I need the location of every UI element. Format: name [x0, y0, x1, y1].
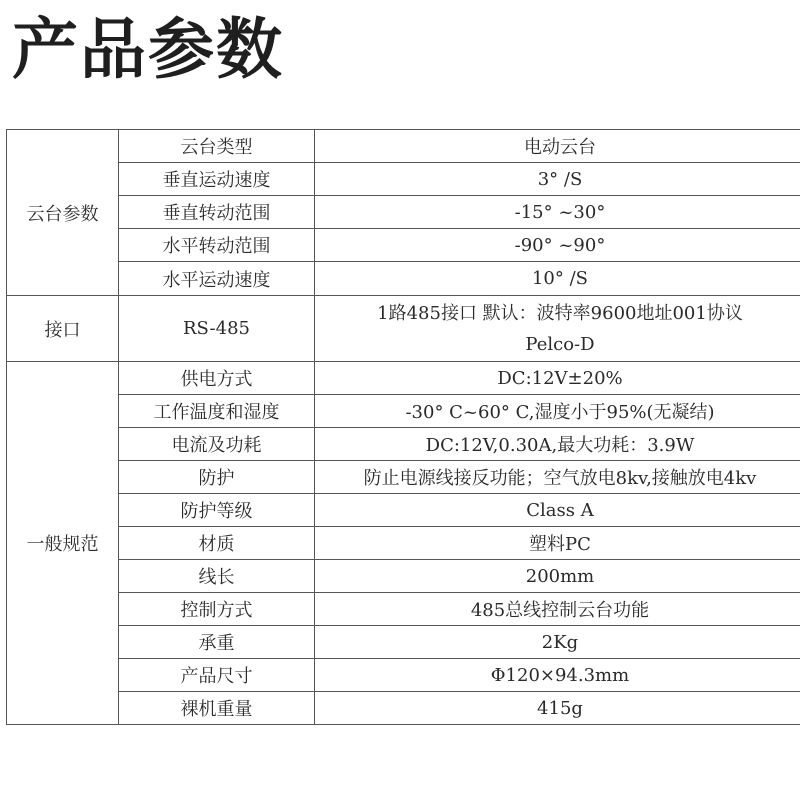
- spec-label: 防护: [119, 461, 315, 494]
- spec-value: -90° ~90°: [315, 229, 800, 262]
- spec-value: 415g: [315, 692, 800, 725]
- spec-value-line: 1路485接口 默认：波特率9600地址001协议: [377, 302, 743, 324]
- group-label: 云台参数: [7, 130, 119, 296]
- table-row: [7, 626, 800, 659]
- table-row: [7, 428, 800, 461]
- spec-label: 电流及功耗: [119, 428, 315, 461]
- spec-value: DC:12V±20%: [315, 362, 800, 395]
- spec-label: 裸机重量: [119, 692, 315, 725]
- spec-label: 水平运动速度: [119, 262, 315, 296]
- table-row: [7, 659, 800, 692]
- spec-value: 塑料PC: [315, 527, 800, 560]
- spec-value: -15° ~30°: [315, 196, 800, 229]
- spec-label: 控制方式: [119, 593, 315, 626]
- table-row: [7, 461, 800, 494]
- page-title: 产品参数: [12, 11, 284, 88]
- spec-label: 产品尺寸: [119, 659, 315, 692]
- table-row: [7, 163, 800, 196]
- table-row: [7, 527, 800, 560]
- spec-value: 3° /S: [315, 163, 800, 196]
- spec-value-line: Pelco-D: [525, 333, 595, 355]
- table-row: [7, 130, 800, 163]
- spec-label: 垂直运动速度: [119, 163, 315, 196]
- spec-label: 工作温度和湿度: [119, 395, 315, 428]
- group-label: 一般规范: [7, 362, 119, 725]
- spec-value: 485总线控制云台功能: [315, 593, 800, 626]
- spec-value: [315, 296, 800, 362]
- table-row: [7, 395, 800, 428]
- spec-label: 垂直转动范围: [119, 196, 315, 229]
- spec-value: Φ120×94.3mm: [315, 659, 800, 692]
- table-row: [7, 229, 800, 262]
- spec-value: -30° C~60° C,湿度小于95%(无凝结): [315, 395, 800, 428]
- spec-label: 防护等级: [119, 494, 315, 527]
- spec-label: RS-485: [119, 296, 315, 362]
- spec-label: 承重: [119, 626, 315, 659]
- spec-value: 200mm: [315, 560, 800, 593]
- table-row: [7, 560, 800, 593]
- table-row: [7, 262, 800, 296]
- table-row: [7, 296, 800, 362]
- spec-table: [6, 129, 800, 725]
- spec-value: DC:12V,0.30A,最大功耗：3.9W: [315, 428, 800, 461]
- table-row: [7, 362, 800, 395]
- table-row: [7, 494, 800, 527]
- spec-value: 电动云台: [315, 130, 800, 163]
- spec-label: 水平转动范围: [119, 229, 315, 262]
- spec-label: 材质: [119, 527, 315, 560]
- table-row: [7, 196, 800, 229]
- spec-label: 线长: [119, 560, 315, 593]
- spec-label: 供电方式: [119, 362, 315, 395]
- table-row: [7, 692, 800, 725]
- spec-value: 10° /S: [315, 262, 800, 296]
- table-row: [7, 593, 800, 626]
- spec-label: 云台类型: [119, 130, 315, 163]
- spec-value: 2Kg: [315, 626, 800, 659]
- spec-value: 防止电源线接反功能；空气放电8kv,接触放电4kv: [315, 461, 800, 494]
- group-label: 接口: [7, 296, 119, 362]
- spec-value: Class A: [315, 494, 800, 527]
